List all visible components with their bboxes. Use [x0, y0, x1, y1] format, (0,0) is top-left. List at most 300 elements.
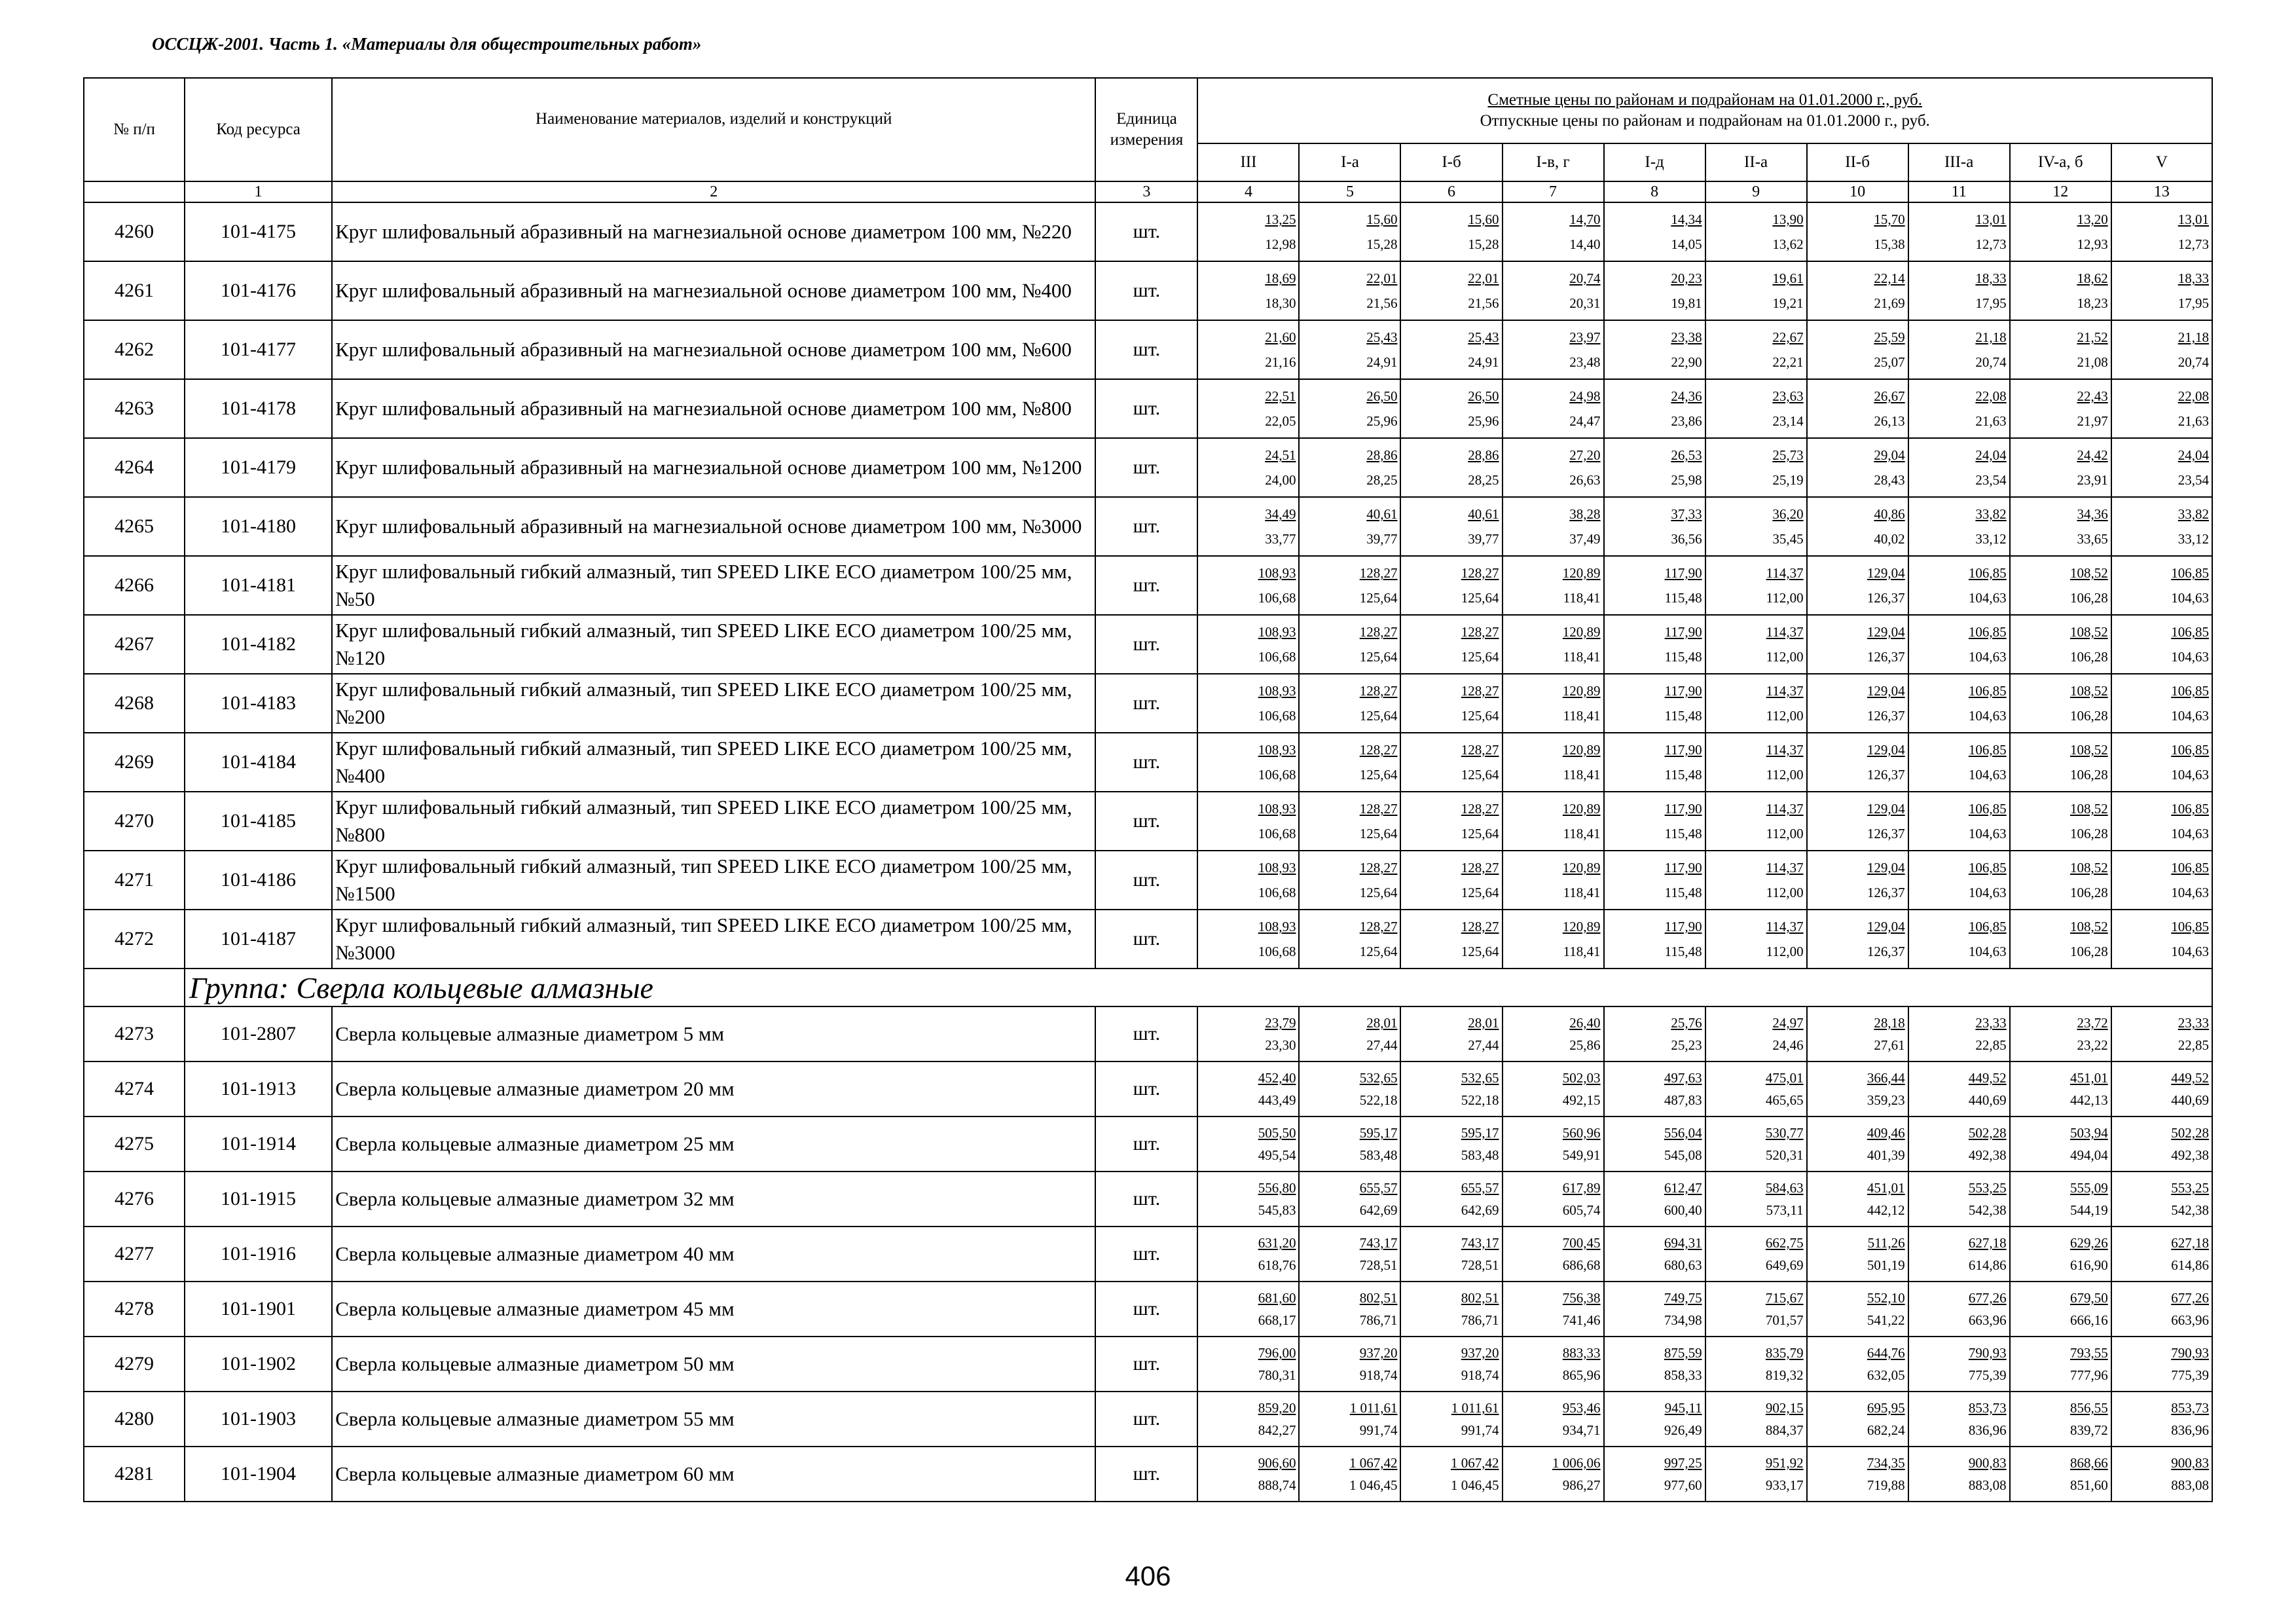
estimate-price: 560,96 — [1562, 1125, 1601, 1141]
release-price: 701,57 — [1765, 1312, 1804, 1328]
estimate-price: 128,27 — [1359, 683, 1398, 699]
table-row — [84, 910, 2212, 969]
row-num: 4272 — [84, 910, 185, 969]
price-cell — [1604, 1061, 1705, 1116]
row-name: Сверла кольцевые алмазные диаметром 60 мм — [332, 1447, 1095, 1502]
price-cell — [1908, 851, 2010, 910]
row-code: 101-4176 — [185, 261, 332, 320]
estimate-price: 34,49 — [1265, 506, 1296, 522]
estimate-price: 20,74 — [1569, 270, 1601, 286]
row-code: 101-4175 — [185, 202, 332, 261]
row-name: Круг шлифовальный гибкий алмазный, тип SPEED LIKE ECO диаметром 100/25 мм, №1500 — [332, 851, 1095, 910]
price-cell — [1604, 910, 1705, 969]
row-name: Круг шлифовальный абразивный на магнезиальной основе диаметром 100 мм, №1200 — [332, 438, 1095, 497]
price-cell — [1197, 792, 1299, 851]
estimate-price: 108,52 — [2069, 683, 2108, 699]
estimate-price: 28,01 — [1366, 1015, 1398, 1031]
region-header: III — [1197, 143, 1299, 181]
estimate-price: 128,27 — [1359, 860, 1398, 876]
release-price: 27,44 — [1468, 1037, 1499, 1053]
release-price: 24,00 — [1265, 472, 1296, 488]
release-price: 25,23 — [1671, 1037, 1702, 1053]
release-price: 443,49 — [1258, 1092, 1296, 1108]
row-name: Сверла кольцевые алмазные диаметром 40 мм — [332, 1227, 1095, 1282]
price-cell — [1604, 1282, 1705, 1337]
release-price: 21,63 — [2178, 413, 2209, 429]
price-cell — [2111, 320, 2212, 379]
price-cell — [1400, 1447, 1502, 1502]
release-price: 24,91 — [1468, 354, 1499, 370]
release-price: 918,74 — [1461, 1367, 1499, 1383]
header-row — [84, 78, 2212, 143]
estimate-price: 677,26 — [1968, 1290, 2007, 1306]
price-cell — [1807, 851, 1908, 910]
estimate-price: 128,27 — [1359, 801, 1398, 817]
release-price: 33,77 — [1265, 531, 1296, 547]
estimate-price: 22,43 — [2077, 388, 2108, 404]
estimate-price: 853,73 — [1968, 1400, 2007, 1416]
price-cell — [1299, 1392, 1400, 1447]
release-price: 15,28 — [1468, 236, 1499, 252]
release-price: 26,63 — [1569, 472, 1601, 488]
price-cell — [1400, 733, 1502, 792]
price-cell — [1807, 1172, 1908, 1227]
row-name: Сверла кольцевые алмазные диаметром 5 мм — [332, 1006, 1095, 1061]
release-price: 112,00 — [1766, 590, 1804, 606]
price-cell — [2111, 261, 2212, 320]
row-name: Сверла кольцевые алмазные диаметром 25 мм — [332, 1116, 1095, 1172]
release-price: 118,41 — [1563, 885, 1601, 900]
estimate-price: 530,77 — [1765, 1125, 1804, 1141]
release-price: 25,86 — [1569, 1037, 1601, 1053]
row-code: 101-4186 — [185, 851, 332, 910]
estimate-price: 108,93 — [1258, 624, 1296, 640]
release-price: 12,98 — [1265, 236, 1296, 252]
column-number: 1 — [185, 181, 332, 202]
row-name: Сверла кольцевые алмазные диаметром 55 мм — [332, 1392, 1095, 1447]
price-cell — [1807, 1116, 1908, 1172]
price-cell — [1807, 556, 1908, 615]
price-cell — [1503, 261, 1604, 320]
region-header: I-б — [1400, 143, 1502, 181]
estimate-price: 117,90 — [1664, 860, 1702, 876]
column-number: 4 — [1197, 181, 1299, 202]
estimate-price: 595,17 — [1359, 1125, 1398, 1141]
price-cell — [1197, 261, 1299, 320]
estimate-price: 129,04 — [1867, 742, 1905, 758]
estimate-price: 22,67 — [1772, 329, 1804, 345]
estimate-price: 900,83 — [2171, 1455, 2209, 1471]
release-price: 1 046,45 — [1349, 1477, 1398, 1493]
estimate-price: 114,37 — [1766, 683, 1804, 699]
price-cell — [1807, 1006, 1908, 1061]
release-price: 125,64 — [1461, 944, 1499, 959]
row-code: 101-4185 — [185, 792, 332, 851]
estimate-price: 117,90 — [1664, 683, 1702, 699]
estimate-price: 114,37 — [1766, 860, 1804, 876]
estimate-price: 128,27 — [1359, 919, 1398, 934]
release-price: 23,48 — [1569, 354, 1601, 370]
price-cell — [2111, 910, 2212, 969]
estimate-price: 644,76 — [1867, 1345, 1905, 1361]
price-cell — [2010, 792, 2111, 851]
price-cell — [1400, 1282, 1502, 1337]
estimate-price: 108,93 — [1258, 683, 1296, 699]
release-price: 24,46 — [1772, 1037, 1804, 1053]
estimate-price: 23,97 — [1569, 329, 1601, 345]
row-unit: шт. — [1095, 1006, 1197, 1061]
release-price: 27,44 — [1366, 1037, 1398, 1053]
estimate-price: 129,04 — [1867, 683, 1905, 699]
price-cell — [2010, 1282, 2111, 1337]
release-price: 125,64 — [1461, 826, 1499, 841]
table-row — [84, 261, 2212, 320]
price-cell — [1908, 1006, 2010, 1061]
price-table — [83, 77, 2213, 1502]
price-cell — [2111, 1392, 2212, 1447]
row-unit: шт. — [1095, 497, 1197, 556]
price-cell — [2111, 733, 2212, 792]
release-price: 883,08 — [1968, 1477, 2007, 1493]
release-price: 522,18 — [1461, 1092, 1499, 1108]
estimate-price: 627,18 — [2171, 1235, 2209, 1251]
column-number: 5 — [1299, 181, 1400, 202]
release-price: 442,13 — [2069, 1092, 2108, 1108]
row-num: 4278 — [84, 1282, 185, 1337]
price-cell — [1807, 379, 1908, 438]
estimate-price: 743,17 — [1461, 1235, 1499, 1251]
release-price: 25,96 — [1366, 413, 1398, 429]
estimate-price: 129,04 — [1867, 624, 1905, 640]
price-cell — [1400, 1116, 1502, 1172]
price-cell — [1807, 615, 1908, 674]
estimate-price: 18,69 — [1265, 270, 1296, 286]
estimate-price: 552,10 — [1867, 1290, 1905, 1306]
estimate-price: 1 011,61 — [1451, 1400, 1499, 1416]
release-price: 487,83 — [1664, 1092, 1702, 1108]
price-cell — [1908, 497, 2010, 556]
row-unit: шт. — [1095, 379, 1197, 438]
release-price: 39,77 — [1468, 531, 1499, 547]
release-price: 28,25 — [1468, 472, 1499, 488]
price-cell — [1807, 733, 1908, 792]
release-price: 668,17 — [1258, 1312, 1296, 1328]
price-cell — [1299, 1447, 1400, 1502]
price-cell — [1197, 320, 1299, 379]
release-price: 21,16 — [1265, 354, 1296, 370]
table-row — [84, 1116, 2212, 1172]
release-price: 614,86 — [1968, 1257, 2007, 1273]
price-cell — [1705, 438, 1807, 497]
release-price: 112,00 — [1766, 708, 1804, 724]
estimate-price: 25,43 — [1468, 329, 1499, 345]
release-price: 786,71 — [1461, 1312, 1499, 1328]
estimate-price: 790,93 — [2171, 1345, 2209, 1361]
price-cell — [1705, 1172, 1807, 1227]
price-cell — [1705, 1447, 1807, 1502]
estimate-price: 553,25 — [2171, 1180, 2209, 1196]
price-cell — [2111, 1282, 2212, 1337]
price-cell — [1908, 1392, 2010, 1447]
price-cell — [1299, 1282, 1400, 1337]
price-cell — [1604, 792, 1705, 851]
page-number: 406 — [1125, 1560, 1171, 1591]
estimate-price: 23,33 — [1975, 1015, 2007, 1031]
estimate-price: 117,90 — [1664, 565, 1702, 581]
release-price: 642,69 — [1359, 1202, 1398, 1218]
release-price: 23,54 — [1975, 472, 2007, 488]
release-price: 125,64 — [1461, 590, 1499, 606]
release-price: 734,98 — [1664, 1312, 1702, 1328]
price-cell — [1604, 202, 1705, 261]
estimate-price: 14,34 — [1671, 212, 1702, 227]
row-unit: шт. — [1095, 438, 1197, 497]
estimate-price: 13,20 — [2077, 212, 2108, 227]
release-price: 23,86 — [1671, 413, 1702, 429]
estimate-price: 679,50 — [2069, 1290, 2108, 1306]
release-price: 125,64 — [1359, 885, 1398, 900]
estimate-price: 40,61 — [1366, 506, 1398, 522]
release-price: 775,39 — [1968, 1367, 2007, 1383]
row-name: Круг шлифовальный гибкий алмазный, тип SPEED LIKE ECO диаметром 100/25 мм, №200 — [332, 674, 1095, 733]
price-cell — [1807, 1337, 1908, 1392]
price-cell — [2010, 1172, 2111, 1227]
estimate-price: 114,37 — [1766, 801, 1804, 817]
group-title: Группа: Сверла кольцевые алмазные — [185, 969, 2212, 1006]
header-code: Код ресурса — [185, 78, 332, 181]
release-price: 542,38 — [2171, 1202, 2209, 1218]
release-price: 520,31 — [1765, 1147, 1804, 1163]
estimate-price: 694,31 — [1664, 1235, 1702, 1251]
group-row — [84, 969, 2212, 1006]
estimate-price: 26,40 — [1569, 1015, 1601, 1031]
estimate-price: 497,63 — [1664, 1070, 1702, 1086]
region-header: II-а — [1705, 143, 1807, 181]
estimate-price: 475,01 — [1765, 1070, 1804, 1086]
column-number: 8 — [1604, 181, 1705, 202]
row-name: Сверла кольцевые алмазные диаметром 32 мм — [332, 1172, 1095, 1227]
estimate-price: 106,85 — [1968, 919, 2007, 934]
release-price: 26,13 — [1874, 413, 1905, 429]
table-row — [84, 1282, 2212, 1337]
price-cell — [1604, 1337, 1705, 1392]
estimate-price: 945,11 — [1664, 1400, 1702, 1416]
estimate-price: 22,01 — [1468, 270, 1499, 286]
estimate-price: 953,46 — [1562, 1400, 1601, 1416]
release-price: 104,63 — [2171, 649, 2209, 665]
price-cell — [1299, 438, 1400, 497]
estimate-price: 21,18 — [2178, 329, 2209, 345]
release-price: 836,96 — [2171, 1422, 2209, 1438]
estimate-price: 24,04 — [2178, 447, 2209, 463]
column-number-row — [84, 181, 2212, 202]
price-cell — [1908, 379, 2010, 438]
price-cell — [2010, 910, 2111, 969]
release-price: 12,93 — [2077, 236, 2108, 252]
estimate-price: 28,01 — [1468, 1015, 1499, 1031]
release-price: 24,91 — [1366, 354, 1398, 370]
release-price: 126,37 — [1867, 649, 1905, 665]
release-price: 1 046,45 — [1451, 1477, 1499, 1493]
release-price: 15,28 — [1366, 236, 1398, 252]
column-number: 3 — [1095, 181, 1197, 202]
release-price: 106,68 — [1258, 767, 1296, 783]
price-cell — [1299, 1116, 1400, 1172]
estimate-price: 631,20 — [1258, 1235, 1296, 1251]
price-cell — [1705, 1337, 1807, 1392]
estimate-price: 1 067,42 — [1451, 1455, 1499, 1471]
release-price: 106,28 — [2069, 590, 2108, 606]
release-price: 15,38 — [1874, 236, 1905, 252]
estimate-price: 627,18 — [1968, 1235, 2007, 1251]
release-price: 106,28 — [2069, 944, 2108, 959]
estimate-price: 13,90 — [1772, 212, 1804, 227]
release-price: 401,39 — [1867, 1147, 1905, 1163]
price-cell — [1197, 1116, 1299, 1172]
price-cell — [1503, 1337, 1604, 1392]
row-num: 4275 — [84, 1116, 185, 1172]
price-cell — [1503, 379, 1604, 438]
estimate-price: 40,86 — [1874, 506, 1905, 522]
estimate-price: 25,76 — [1671, 1015, 1702, 1031]
price-cell — [1503, 792, 1604, 851]
release-price: 106,28 — [2069, 767, 2108, 783]
price-cell — [1299, 674, 1400, 733]
estimate-price: 1 006,06 — [1552, 1455, 1601, 1471]
estimate-price: 21,18 — [1975, 329, 2007, 345]
estimate-price: 856,55 — [2069, 1400, 2108, 1416]
row-code: 101-2807 — [185, 1006, 332, 1061]
estimate-price: 793,55 — [2069, 1345, 2108, 1361]
price-cell — [1197, 1061, 1299, 1116]
release-price: 21,56 — [1366, 295, 1398, 311]
release-price: 125,64 — [1359, 767, 1398, 783]
price-cell — [1400, 1006, 1502, 1061]
price-cell — [1197, 733, 1299, 792]
price-cell — [1400, 379, 1502, 438]
estimate-price: 18,33 — [2178, 270, 2209, 286]
release-price: 883,08 — [2171, 1477, 2209, 1493]
estimate-price: 13,01 — [1975, 212, 2007, 227]
price-cell — [1197, 497, 1299, 556]
estimate-price: 502,28 — [1968, 1125, 2007, 1141]
estimate-price: 36,20 — [1772, 506, 1804, 522]
estimate-price: 555,09 — [2069, 1180, 2108, 1196]
price-cell — [1299, 1172, 1400, 1227]
release-price: 112,00 — [1766, 649, 1804, 665]
release-price: 36,56 — [1671, 531, 1702, 547]
rows-section-b — [84, 1006, 2212, 1502]
row-unit: шт. — [1095, 1061, 1197, 1116]
price-cell — [1807, 910, 1908, 969]
release-price: 728,51 — [1359, 1257, 1398, 1273]
table-row — [84, 379, 2212, 438]
column-number: 12 — [2010, 181, 2111, 202]
release-price: 542,38 — [1968, 1202, 2007, 1218]
release-price: 719,88 — [1867, 1477, 1905, 1493]
estimate-price: 34,36 — [2077, 506, 2108, 522]
estimate-price: 695,95 — [1867, 1400, 1905, 1416]
release-price: 27,61 — [1874, 1037, 1905, 1053]
release-price: 544,19 — [2069, 1202, 2108, 1218]
price-cell — [2010, 379, 2111, 438]
release-price: 991,74 — [1461, 1422, 1499, 1438]
price-cell — [1807, 1061, 1908, 1116]
price-cell — [1705, 261, 1807, 320]
price-cell — [2111, 1172, 2212, 1227]
estimate-price: 20,23 — [1671, 270, 1702, 286]
release-price: 545,83 — [1258, 1202, 1296, 1218]
table-row — [84, 1392, 2212, 1447]
release-price: 112,00 — [1766, 767, 1804, 783]
estimate-price: 1 011,61 — [1349, 1400, 1398, 1416]
price-cell — [1807, 438, 1908, 497]
price-cell — [1807, 1447, 1908, 1502]
release-price: 777,96 — [2069, 1367, 2108, 1383]
price-cell — [1503, 733, 1604, 792]
estimate-price: 108,93 — [1258, 919, 1296, 934]
price-cell — [1503, 1447, 1604, 1502]
price-cell — [1299, 851, 1400, 910]
row-unit: шт. — [1095, 1447, 1197, 1502]
estimate-price: 532,65 — [1461, 1070, 1499, 1086]
release-price: 112,00 — [1766, 826, 1804, 841]
release-price: 118,41 — [1563, 767, 1601, 783]
price-cell — [1604, 674, 1705, 733]
price-cell — [1705, 497, 1807, 556]
row-unit: шт. — [1095, 733, 1197, 792]
table-row — [84, 615, 2212, 674]
release-price: 106,68 — [1258, 708, 1296, 724]
release-price: 741,46 — [1562, 1312, 1601, 1328]
price-cell — [1908, 1172, 2010, 1227]
row-num: 4269 — [84, 733, 185, 792]
estimate-price: 29,04 — [1874, 447, 1905, 463]
price-cell — [2010, 202, 2111, 261]
price-cell — [2010, 851, 2111, 910]
release-price: 20,74 — [1975, 354, 2007, 370]
price-cell — [1807, 1227, 1908, 1282]
row-code: 101-4182 — [185, 615, 332, 674]
release-price: 583,48 — [1359, 1147, 1398, 1163]
row-num: 4276 — [84, 1172, 185, 1227]
price-cell — [1705, 615, 1807, 674]
estimate-price: 449,52 — [2171, 1070, 2209, 1086]
estimate-price: 617,89 — [1562, 1180, 1601, 1196]
column-number: 2 — [332, 181, 1095, 202]
estimate-price: 106,85 — [1968, 742, 2007, 758]
estimate-price: 14,70 — [1569, 212, 1601, 227]
release-price: 104,63 — [2171, 885, 2209, 900]
estimate-price: 117,90 — [1664, 919, 1702, 934]
price-cell — [1908, 1116, 2010, 1172]
estimate-price: 859,20 — [1258, 1400, 1296, 1416]
estimate-price: 28,86 — [1468, 447, 1499, 463]
price-cell — [2010, 615, 2111, 674]
release-price: 106,68 — [1258, 649, 1296, 665]
release-price: 106,28 — [2069, 885, 2108, 900]
estimate-price: 106,85 — [1968, 801, 2007, 817]
estimate-price: 117,90 — [1664, 742, 1702, 758]
price-cell — [1807, 497, 1908, 556]
row-unit: шт. — [1095, 1282, 1197, 1337]
row-code: 101-1901 — [185, 1282, 332, 1337]
estimate-price: 108,52 — [2069, 860, 2108, 876]
price-cell — [2010, 1392, 2111, 1447]
estimate-price: 27,20 — [1569, 447, 1601, 463]
estimate-price: 24,42 — [2077, 447, 2108, 463]
header-unit: Единица измерения — [1095, 78, 1197, 181]
